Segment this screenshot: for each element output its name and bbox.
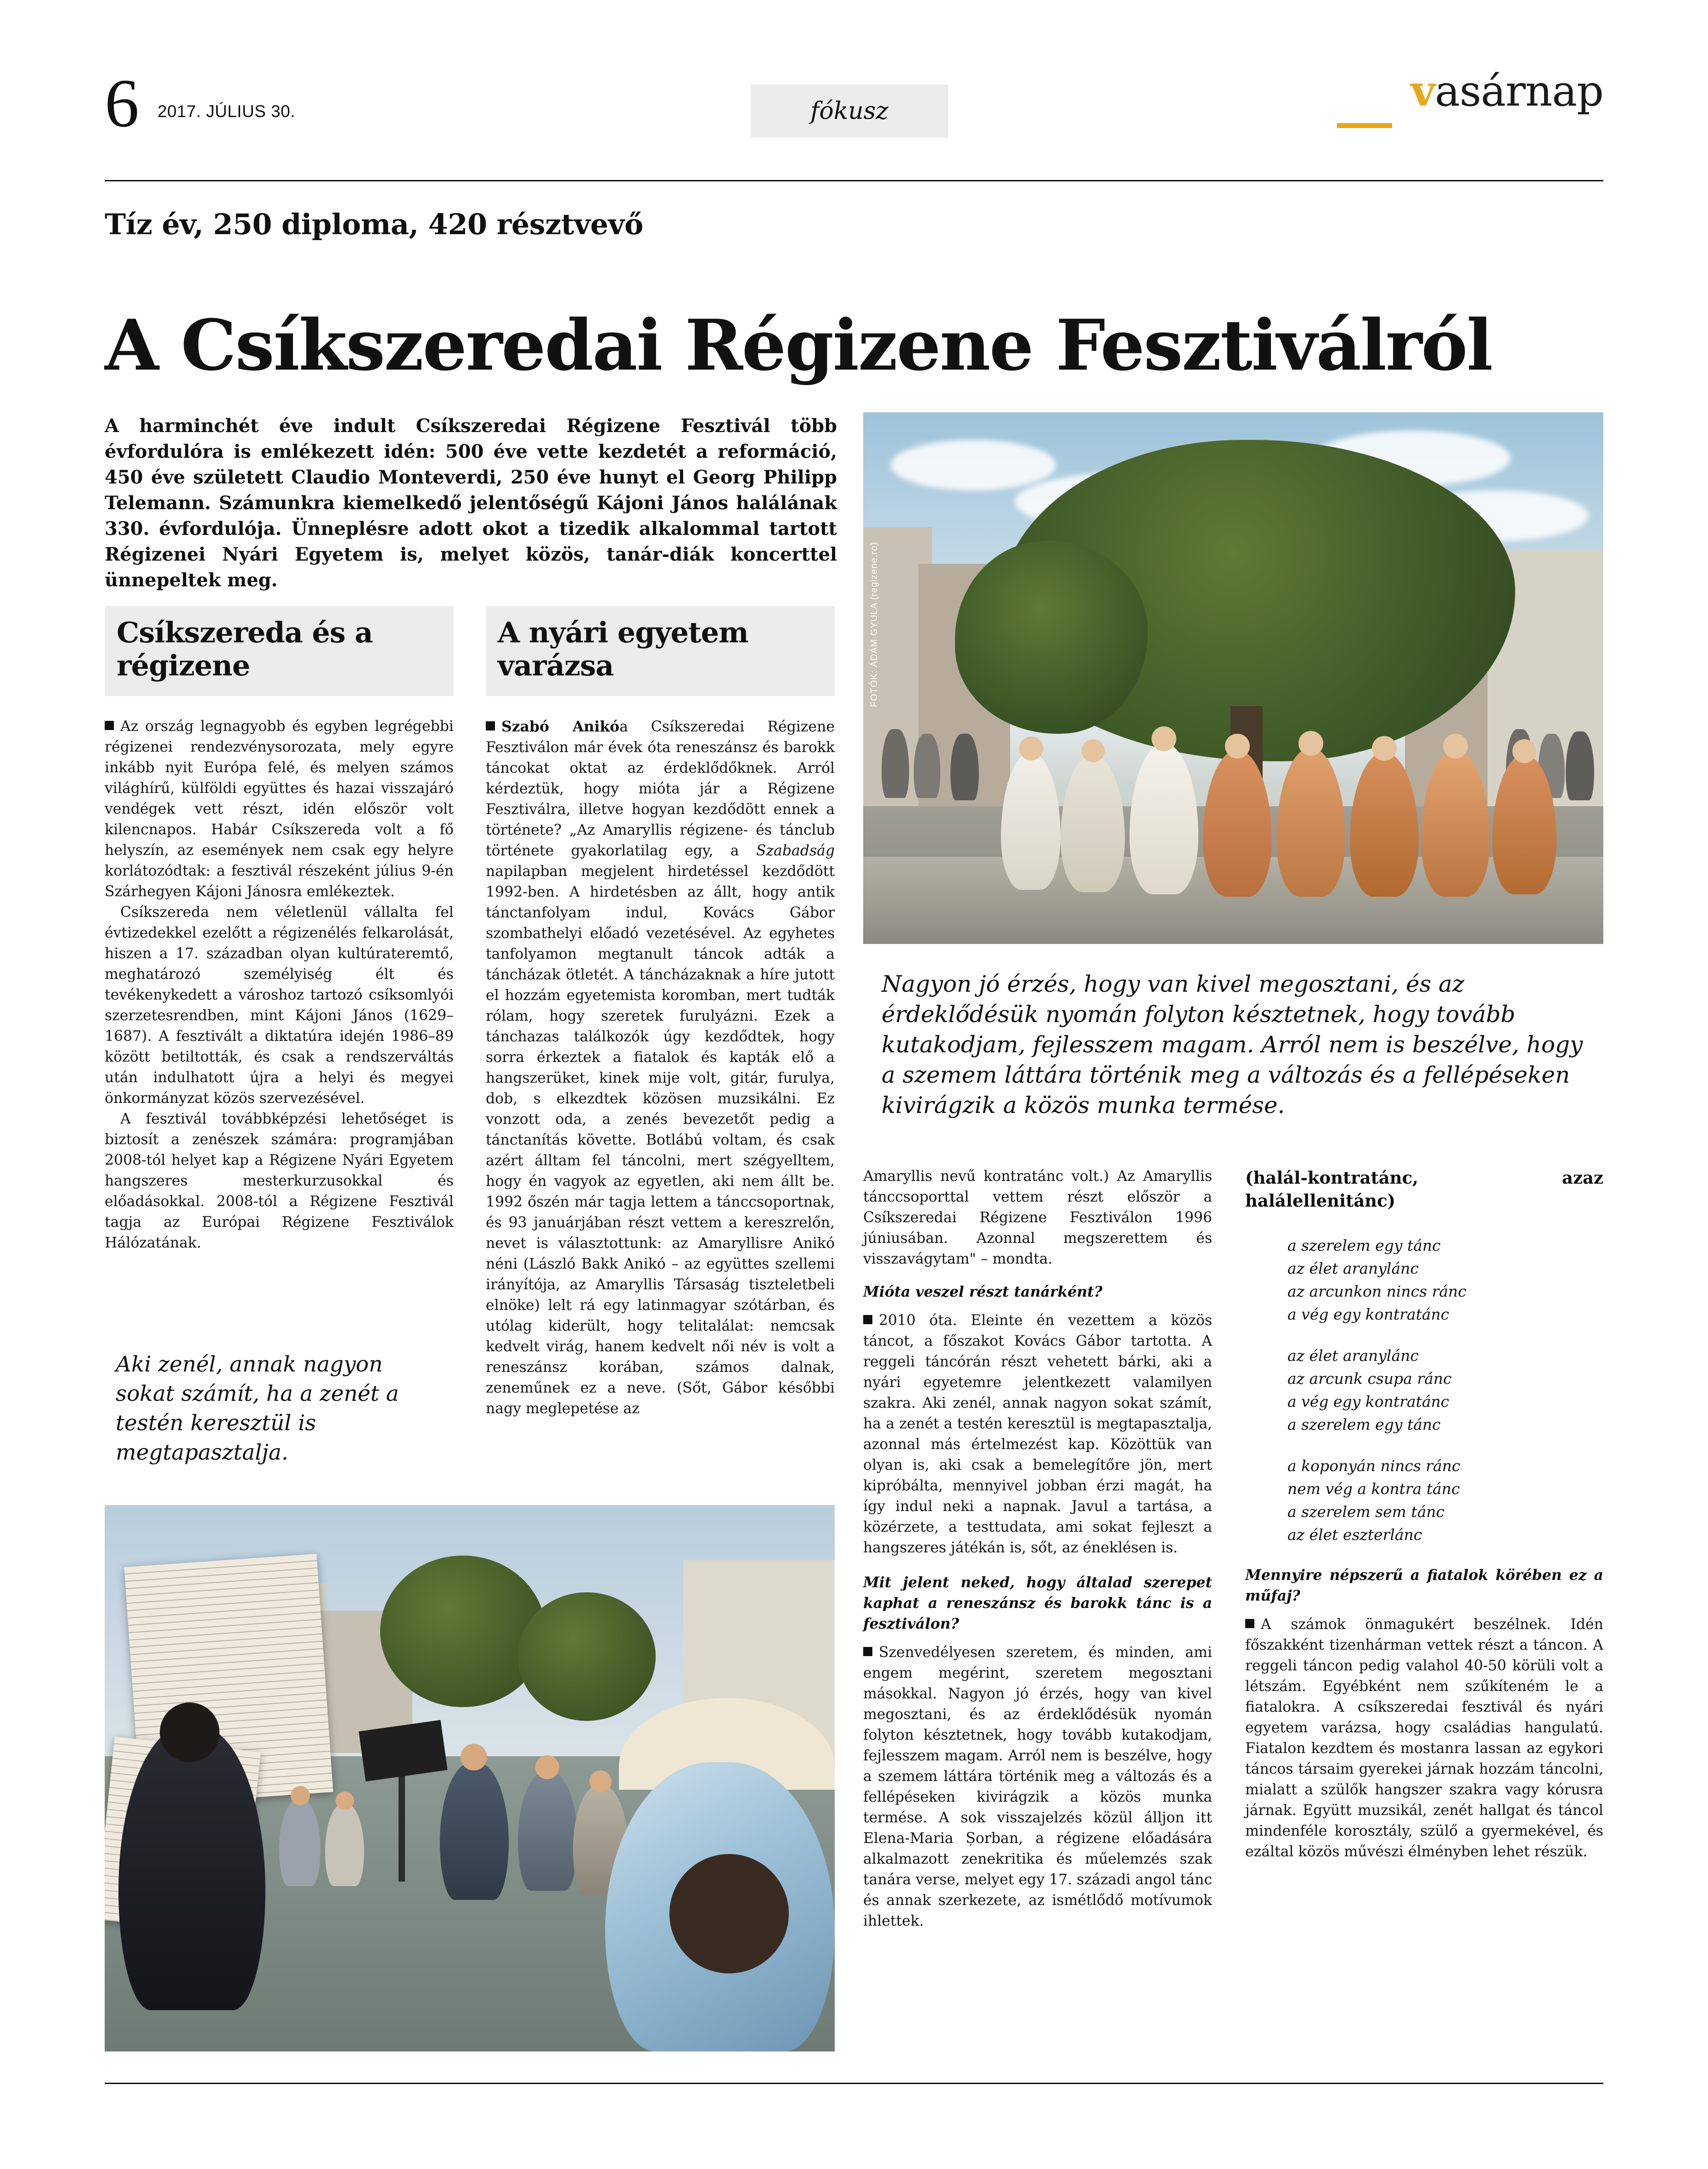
conductor-figure	[440, 1762, 509, 1900]
poem-line: az élet aranylánc	[1287, 1347, 1419, 1365]
crowd-head	[336, 1792, 354, 1810]
paragraph: A fesztivál továbbképzési lehetőséget is biztosít a zenészek számára: programjában 2008-tól helyet kap a Régizene Nyári Egyetem hangszeres mesterkurzusokkal és előadásokkal. 2008-tól a Régizene Fesztivál tagja az Európai Régizene Fesztiválok Hálózatának.	[105, 1111, 454, 1251]
crowd-figure	[1566, 731, 1594, 800]
bullet-square-icon	[863, 1647, 872, 1656]
paragraph-text: a Csíkszeredai Régizene Fesztiválon már évek óta reneszánsz és barokk táncokat oktat az érdeklődőknek. Arról kérdeztük, hogy mióta jár a Régizene Fesztiválra, illetve hogyan kezdődött ennek a története? „Az Amaryllis régizene- és tánclub története gyakorlatilag egy, a	[486, 719, 835, 859]
pull-quote-left: Aki zenél, annak nagyon sokat számít, ha a zenét a testén keresztül is megtapasztalja.	[116, 1352, 399, 1465]
crowd-head	[291, 1786, 310, 1805]
paragraph: Csíkszereda nem véletlenül vállalta fel évtizedekkel ezelőtt a régizenélés felkarolását, hiszen a 17. században olyan kultúrateremtő, meghatározó személyiség élt és tevékenykedett a városhoz tartozó csíksomlyói szerzetesrendben, mint Kájoni János (1629–1687). A fesztivált a diktatúra idején 1986–89 között betiltották, és csak a rendszerváltás után indulhatott újra a helyi és megyei önkormányzat közös szervezésével.	[105, 904, 454, 1107]
body-column-1	[105, 716, 454, 1253]
paragraph	[1245, 1614, 1603, 1862]
concert-rehearsal-photo	[105, 1505, 835, 2051]
paragraph	[863, 1642, 1212, 1932]
interview-byline: Szabó Anikó	[501, 718, 620, 735]
musician-head	[590, 1770, 612, 1793]
dancer-head	[1443, 734, 1468, 759]
poem-line: a szerelem egy tánc	[1287, 1416, 1441, 1433]
dancer-head	[1152, 726, 1176, 751]
crowd-figure	[279, 1799, 320, 1886]
publication-name: Szabadság	[756, 843, 835, 859]
paragraph-text: 2010 óta. Eleinte én vezettem a közös táncot, a főszakot Kovács Gábor tartotta. A reggeli táncórán részt vehetett bárki, aki a nyári egyetemre jelentkezett valamilyen szakra. Aki zenél, annak nagyon sokat számít, ha a zenét a testén keresztül is megtapasztalja, azonnal más értelmezést kap. Közöttük van olyan is, aki csak a bemelegítőre jön, mert kipróbálta, mennyivel jobban érzi magát, ha így indul neki a napnak. Javul a tartása, a közérzete, a testtudata, ami sokat fejleszt a hangszeres játékán is, sőt, az éneklésen is.	[863, 1312, 1212, 1556]
section-label-text: fókusz	[810, 97, 888, 125]
poem-line: az arcunk csupa ránc	[1287, 1370, 1452, 1388]
crowd-figure	[950, 734, 979, 800]
dancer-head	[1372, 736, 1397, 761]
tree-shape	[380, 1556, 545, 1707]
section-label	[751, 84, 948, 138]
photo-credit: FOTÓK: ÁDÁM GYULA (regizene.ro)	[869, 542, 879, 707]
dancer-head	[1298, 731, 1323, 756]
foreground-figure-head	[669, 1854, 789, 1973]
poem-body	[1245, 1234, 1603, 1546]
dancer-head	[1082, 739, 1105, 762]
paragraph-text-cont: napilapban megjelent hirdetéssel kezdődött 1992-ben. A hirdetésben az állt, hogy antik tánctanfolyam indul, Kovács Gábor szombathelyi előadó vezetésével. Az egyhetes tanfolyamon megtanult táncok adták a táncházak ötletét. A táncházaknak a híre jutott el hozzám egyetemista koromban, mert tudták rólam, hogy szeretek furulyázni. Ezek a tánchazas találkozók úgy kezdődtek, hogy sorra érkeztek a fiatalok és kapták elő a hangszerüket, kinek mije volt, gitár, furulya, dob, s elkezdtek közösen muzsikálni. Ez vonzott oda, a zenés bevezetőt pedig a tánctanítás követte. Botlábú voltam, és csak azért álltam fel táncolni, mert szégyelltem, hogy én vagyok az egyetlen, aki nem állt be. 1992 őszén már tagja lettem a tánccsoportnak, és 93 januárjában részt vettem a kereszrelőn, nevet is választottunk: az Amaryllisre Anikó néni (László Bakk Anikó – az együttes szellemi irányítója, az Amaryllis Társaság tiszteletbeli elnöke) lelt rá egy latinmagyar szótárban, és utólag kiderült, hogy telitalálat: nemcsak kedvelt virág, hanem kedvelt női név is volt a reneszánsz korában, számos dalnak, zeneműnek ez a neve. (Sőt, Gábor későbbi nagy meglepetése az	[486, 863, 835, 1417]
article-lead: A harminchét éve indult Csíkszeredai Régizene Fesztivál több évfordulóra is emlékezett idén: 500 éve vette kezdetét a reformáció, 450 éve született Claudio Monteverdi, 250 éve hunyt el Georg Philipp Telemann. Számunkra kiemelkedő jelentőségű Kájoni János halálának 330. évfordulója. Ünneplésre adott okot a tizedik alkalommal tartott Régizenei Nyári Egyetem is, melyet közös, tanár-diák koncerttel ünnepeltek meg.	[105, 415, 837, 591]
pull-quote-main: Nagyon jó érzés, hogy van kivel megosztani, és az érdeklődésük nyomán folyton késztetnek, hogy tovább kutakodjam, fejlesszem magam. Arról nem is beszélve, hogy a szemem láttára történik meg a változás és a fellépéseken kivirágzik a közös munka termése.	[882, 971, 1583, 1118]
crowd-figure	[325, 1804, 364, 1886]
article-kicker: Tíz év, 250 diploma, 420 résztvevő	[105, 208, 643, 241]
subsection-heading-right	[486, 606, 835, 696]
issue-date: 2017. JÚLIUS 30.	[157, 102, 296, 121]
bullet-square-icon	[863, 1315, 872, 1324]
paragraph-text: Szenvedélyesen szeretem, és minden, ami engem megérint, szeretem megosztani másokkal. Nagyon jó érzés, hogy van kivel megosztani, és az érdeklődésük nyomán folyton késztetnek, hogy tovább kutakodjam, fejlesszem magam. Arról nem is beszélve, hogy a szemem láttára történik meg a változás és a fellépéseken kivirágzik a közös munka termése. A sok visszajelzés közül álljon itt Elena-Maria Șorban, a régizene előadására alkalmazott zenekritika és műelemzés szak tanára verse, melyet egy 17. századi angol tánc és annak szerkezete, az ismétlődő motívumok ihlettek.	[863, 1644, 1212, 1929]
tree-shape	[955, 541, 1148, 734]
musician-figure	[118, 1725, 265, 2010]
dancer-head	[1019, 736, 1043, 760]
paragraph-text: Az ország legnagyobb és egyben legrégebbi régizenei rendezvénysorozata, mely egyre inkább nyit Európa felé, és melyen számos világhírű, külföldi együttes és hazai visszajáró vendégek vett részt, idén először volt kilencnapos. Habár Csíkszereda volt a fő helyszín, az események nem csak egy helyre korlátozódtak: a fesztivál részeként július 9-én Szárhegyen Kájoni Jánosra emlékeztek.	[105, 718, 454, 900]
paragraph	[486, 716, 835, 1419]
logo-initial: v	[1410, 66, 1435, 116]
subsection-heading-left-text: Csíkszereda és a régizene	[117, 616, 373, 682]
bullet-square-icon	[486, 721, 495, 730]
paragraph: Amaryllis nevű kontratánc volt.) Az Amaryllis tánccsoporttal vettem részt először a Csíkszeredai Régizene Fesztiválon 1996 júniusában. Azonnal megszerettem és visszavágytam" – mondta.	[863, 1168, 1212, 1267]
dancer-head	[1512, 739, 1536, 763]
newspaper-logo	[1309, 66, 1603, 116]
subsection-heading-right-text: A nyári egyetem varázsa	[498, 616, 748, 682]
page-number: 6	[105, 65, 139, 141]
poem-line: az élet aranylánc	[1287, 1259, 1419, 1277]
body-column-3	[863, 1166, 1212, 1932]
tree-shape	[518, 1592, 656, 1721]
interview-question: Mit jelent neked, hogy általad szerepet kaphat a reneszánsz és barokk tánc is a fesztiválon?	[863, 1574, 1212, 1632]
poem-title: (halál-kontratánc, azaz halálellenitánc)	[1245, 1168, 1603, 1211]
crowd-figure	[914, 734, 940, 798]
article-headline: A Csíkszeredai Régizene Fesztiválról	[105, 303, 1492, 386]
body-column-4	[1245, 1166, 1603, 1862]
logo-underline-accent	[1337, 123, 1392, 128]
crowd-figure	[882, 729, 909, 798]
paragraph-text: A számok önmagukért beszélnek. Idén főszakként tizenhárman vettek részt a táncon. A reggeli táncon pedig valahol 40-50 körüli volt a létszám. Egyébként nem szűkíteném le a fiatalokra. A csíkszeredai fesztivál és nyári egyetem varázsa, hogy családias hangulatú. Fiatalon kezdtem és mostanra lassan az egykori táncos társaim gyerekei járnak hozzám táncolni, mialatt a szülők hangszer szakra vagy kórusra járnak. Együtt muzsikál, zenét hallgat és táncol mindenféle korosztály, szülő a gyermekével, és ezáltal közös művészi élményben lehet részük.	[1245, 1616, 1603, 1860]
logo-rest: asárnap	[1435, 67, 1603, 116]
poem-line: az arcunkon nincs ránc	[1287, 1282, 1466, 1300]
poem-line: nem vég a kontra tánc	[1287, 1480, 1460, 1498]
body-column-2	[486, 716, 835, 1419]
poem-line: az élet eszterlánc	[1287, 1526, 1422, 1544]
cloud-shape	[891, 440, 1056, 490]
poem-stanza	[1287, 1234, 1603, 1326]
poem-stanza	[1287, 1455, 1603, 1546]
musician-head	[160, 1703, 219, 1762]
bullet-square-icon	[105, 721, 114, 730]
bullet-square-icon	[1245, 1619, 1254, 1628]
header-divider	[105, 180, 1603, 181]
conductor-head	[461, 1744, 487, 1770]
interview-question: Mióta veszel részt tanárként?	[863, 1283, 1103, 1300]
musician-head	[535, 1755, 559, 1779]
footer-divider	[105, 2083, 1603, 2084]
poem-line: a vég egy kontratánc	[1287, 1393, 1450, 1410]
subsection-heading-left	[105, 606, 454, 696]
poem-line: a vég egy kontratánc	[1287, 1305, 1450, 1323]
paragraph	[863, 1310, 1212, 1558]
poem-line: a koponyán nincs ránc	[1287, 1457, 1461, 1475]
dancer-head	[1225, 734, 1250, 759]
festival-dance-photo	[863, 412, 1603, 944]
poem-line: a szerelem egy tánc	[1287, 1236, 1441, 1254]
poem-line: a szerelem sem tánc	[1287, 1503, 1445, 1521]
logo-wordmark	[1309, 66, 1603, 116]
musician-figure	[518, 1771, 578, 1891]
interview-question: Mennyire népszerű a fiatalok körében ez a műfaj?	[1245, 1567, 1603, 1604]
poem-stanza	[1287, 1344, 1603, 1436]
paragraph	[105, 716, 454, 902]
